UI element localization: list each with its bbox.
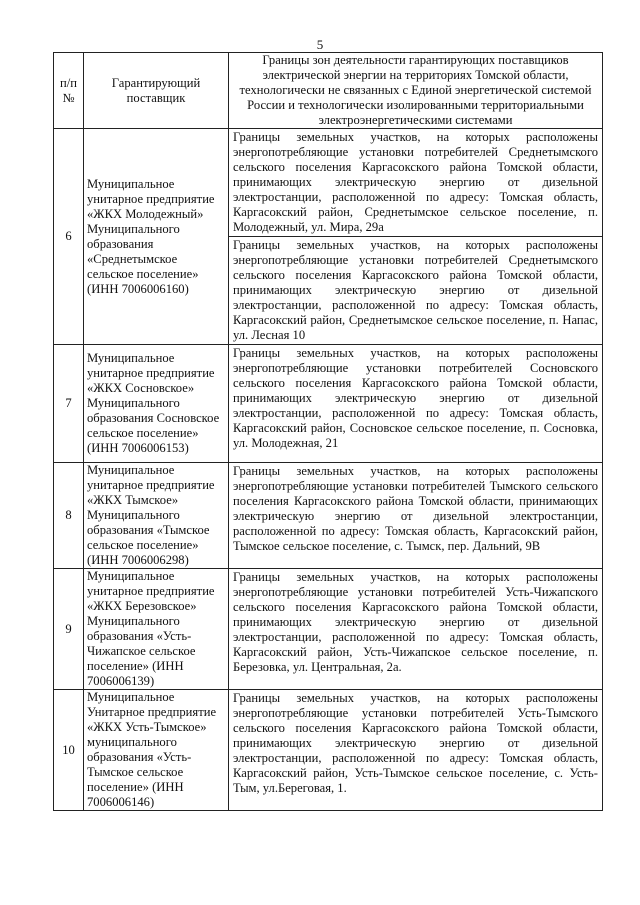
row-supplier: Муниципальное унитарное предприятие «ЖКХ Березовское» Муниципального образования «Усть-Чижапское сельское поселение» (ИНН 7006006139): [84, 569, 229, 690]
row-bounds: Границы земельных участков, на которых расположены энергопотребляющие установки потребителей Усть-Тымского сельского поселения Каргасокского района Томской области, принимающих электрическую энергию от дизельной электростанции, расположенной по адресу: Томская область, Каргасокский район, Усть-Тымское сельское поселение, с. Усть-Тым, ул.Береговая, 1.: [229, 690, 603, 811]
table-header-row: [54, 53, 603, 129]
row-number: 7: [54, 345, 84, 463]
header-supplier: Гарантирующий поставщик: [84, 53, 229, 129]
table-row: [54, 690, 603, 811]
row-number: 10: [54, 690, 84, 811]
header-number: п/п №: [54, 53, 84, 129]
table-row: [54, 463, 603, 569]
row-bounds: Границы земельных участков, на которых расположены энергопотребляющие установки потребителей Усть-Чижапского сельского поселения Каргасокского района Томской области, принимающих электрическую энергию от дизельной электростанции, расположенной по адресу: Томская область, Каргасокский район, Усть-Чижапское сельское поселение, п. Березовка, ул. Центральная, 2а.: [229, 569, 603, 690]
row-bounds: Границы земельных участков, на которых расположены энергопотребляющие установки потребителей Сосновского сельского поселения Каргасокского района Томской области, принимающих электрическую энергию от дизельной электростанции, расположенной по адресу: Томская область, Каргасокский район, Сосновское сельское поселение, п. Сосновка, ул. Молодежная, 21: [229, 345, 603, 463]
page-number: 5: [316, 37, 324, 52]
supplier-zones-table: [53, 52, 603, 811]
table-row: [54, 569, 603, 690]
row-supplier: Муниципальное унитарное предприятие «ЖКХ Сосновское» Муниципального образования Сосновское сельское поселение» (ИНН 7006006153): [84, 345, 229, 463]
row-supplier: Муниципальное унитарное предприятие «ЖКХ Молодежный» Муниципального образования «Среднетымское сельское поселение» (ИНН 7006006160): [84, 129, 229, 345]
table-row: [54, 345, 603, 463]
row-bounds: Границы земельных участков, на которых расположены энергопотребляющие установки потребителей Тымского сельского поселения Каргасокского района Томской области, принимающих электрическую энергию от дизельной электростанции, расположенной по адресу: Томская область, Каргасокский район, Тымское сельское поселение, с. Тымск, пер. Дальний, 9В: [229, 463, 603, 569]
row-number: 6: [54, 129, 84, 345]
row-number: 9: [54, 569, 84, 690]
row-number: 8: [54, 463, 84, 569]
row-supplier: Муниципальное унитарное предприятие «ЖКХ Тымское» Муниципального образования «Тымское сельское поселение» (ИНН 7006006298): [84, 463, 229, 569]
header-bounds: Границы зон деятельности гарантирующих поставщиков электрической энергии на территориях Томской области, технологически не связанных с Единой энергетической системой России и технологически изолированными территориальными электроэнергетическими системами: [229, 53, 603, 129]
row-supplier: Муниципальное Унитарное предприятие «ЖКХ Усть-Тымское» муниципального образования «Усть-Тымское сельское поселение» (ИНН 7006006146): [84, 690, 229, 811]
row-bounds: Границы земельных участков, на которых расположены энергопотребляющие установки потребителей Среднетымского сельского поселения Каргасокского района Томской области, принимающих электрическую энергию от дизельной электростанции, расположенной по адресу: Томская область, Каргасокский район, Среднетымское сельское поселение, п. Напас, ул. Лесная 10: [229, 237, 603, 345]
table-row: [54, 129, 603, 237]
row-bounds: Границы земельных участков, на которых расположены энергопотребляющие установки потребителей Среднетымского сельского поселения Каргасокского района Томской области, принимающих электрическую энергию от дизельной электростанции, расположенной по адресу: Томская область, Каргасокский район, Среднетымское сельское поселение, п. Молодежный, ул. Мира, 29а: [229, 129, 603, 237]
